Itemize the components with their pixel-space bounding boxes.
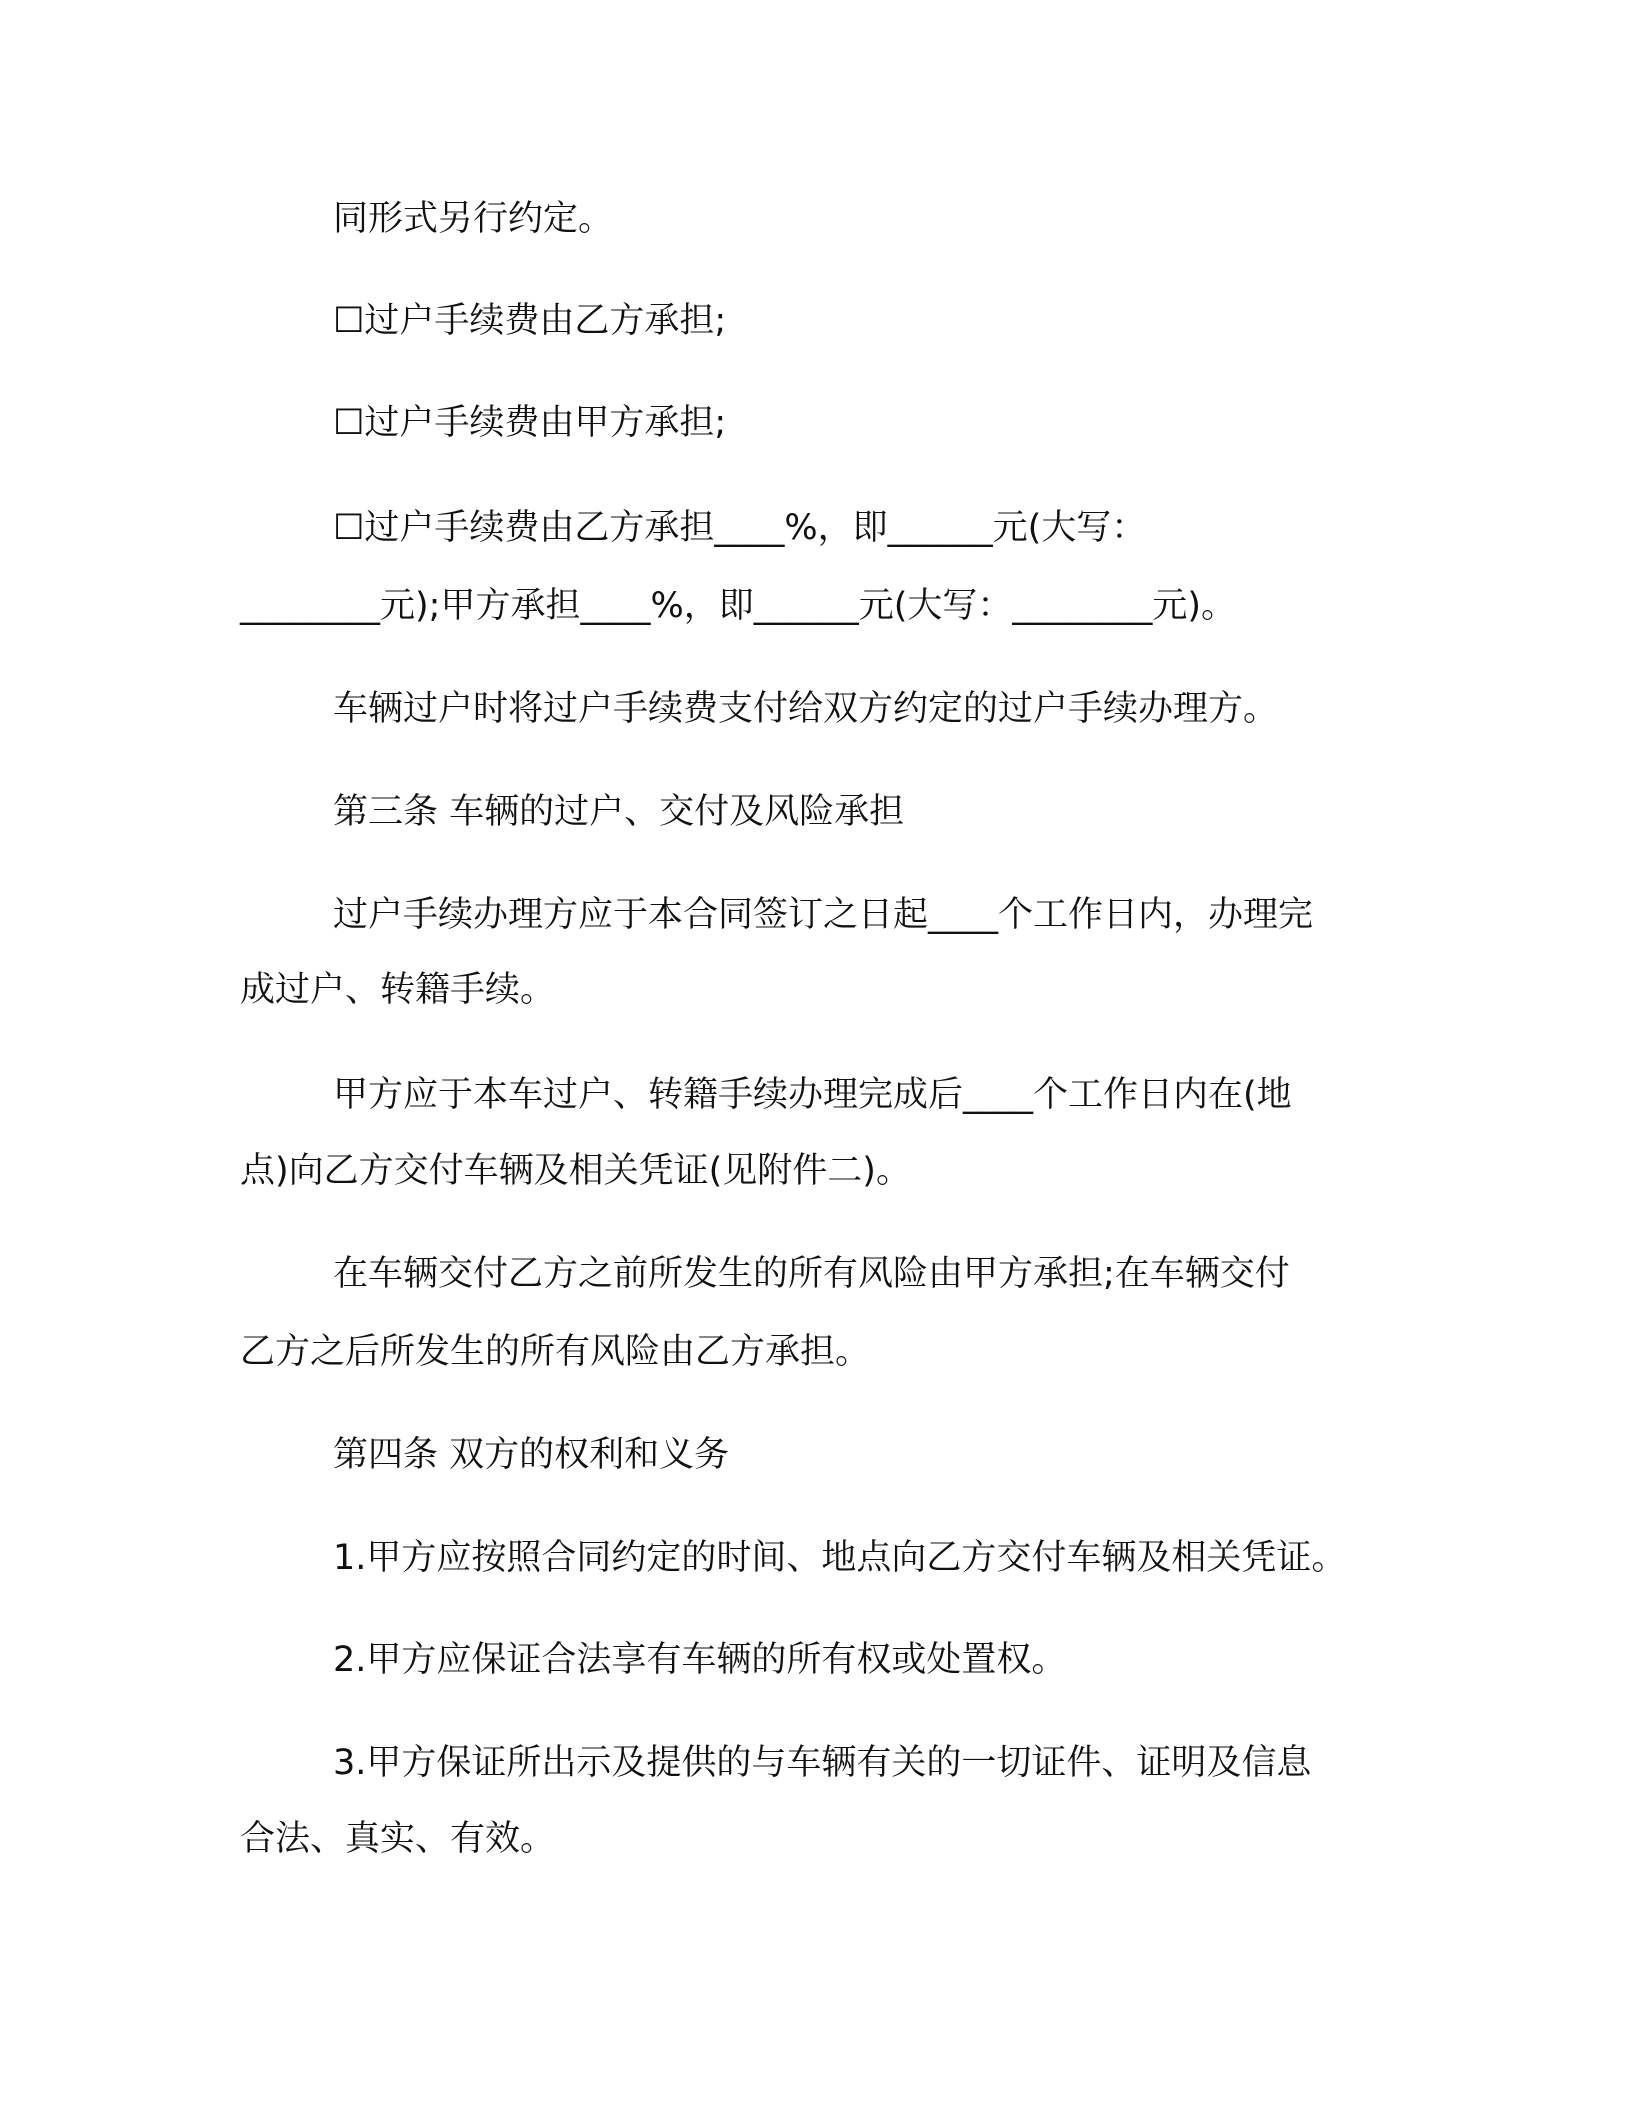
section-heading: 第四条 双方的权利和义务	[333, 1435, 730, 1475]
checkbox-option-line: ☐过户手续费由乙方承担____%，即______元(大写：	[333, 508, 1147, 548]
list-item: 2.甲方应保证合法享有车辆的所有权或处置权。	[333, 1640, 1067, 1680]
paragraph-line: ________元);甲方承担____%，即______元(大写：________元)。	[240, 586, 1237, 626]
paragraph-line: 车辆过户时将过户手续费支付给双方约定的过户手续办理方。	[333, 689, 1279, 729]
checkbox-option-line: ☐过户手续费由乙方承担;	[333, 301, 727, 341]
paragraph-line: 过户手续办理方应于本合同签订之日起____个工作日内，办理完	[333, 895, 1314, 935]
paragraph-line: 乙方之后所发生的所有风险由乙方承担。	[240, 1332, 871, 1372]
checkbox-option-line: ☐过户手续费由甲方承担;	[333, 403, 727, 443]
paragraph-line: 甲方应于本车过户、转籍手续办理完成后____个工作日内在(地	[333, 1075, 1292, 1115]
paragraph-line: 成过户、转籍手续。	[240, 970, 556, 1010]
list-item-continuation: 合法、真实、有效。	[240, 1819, 556, 1859]
section-heading: 第三条 车辆的过户、交付及风险承担	[333, 792, 905, 832]
paragraph-line: 在车辆交付乙方之前所发生的所有风险由甲方承担;在车辆交付	[333, 1254, 1290, 1294]
paragraph-line: 同形式另行约定。	[333, 199, 614, 239]
list-item: 3.甲方保证所出示及提供的与车辆有关的一切证件、证明及信息	[333, 1743, 1312, 1783]
list-item: 1.甲方应按照合同约定的时间、地点向乙方交付车辆及相关凭证。	[333, 1538, 1347, 1578]
paragraph-line: 点)向乙方交付车辆及相关凭证(见附件二)。	[240, 1151, 911, 1191]
